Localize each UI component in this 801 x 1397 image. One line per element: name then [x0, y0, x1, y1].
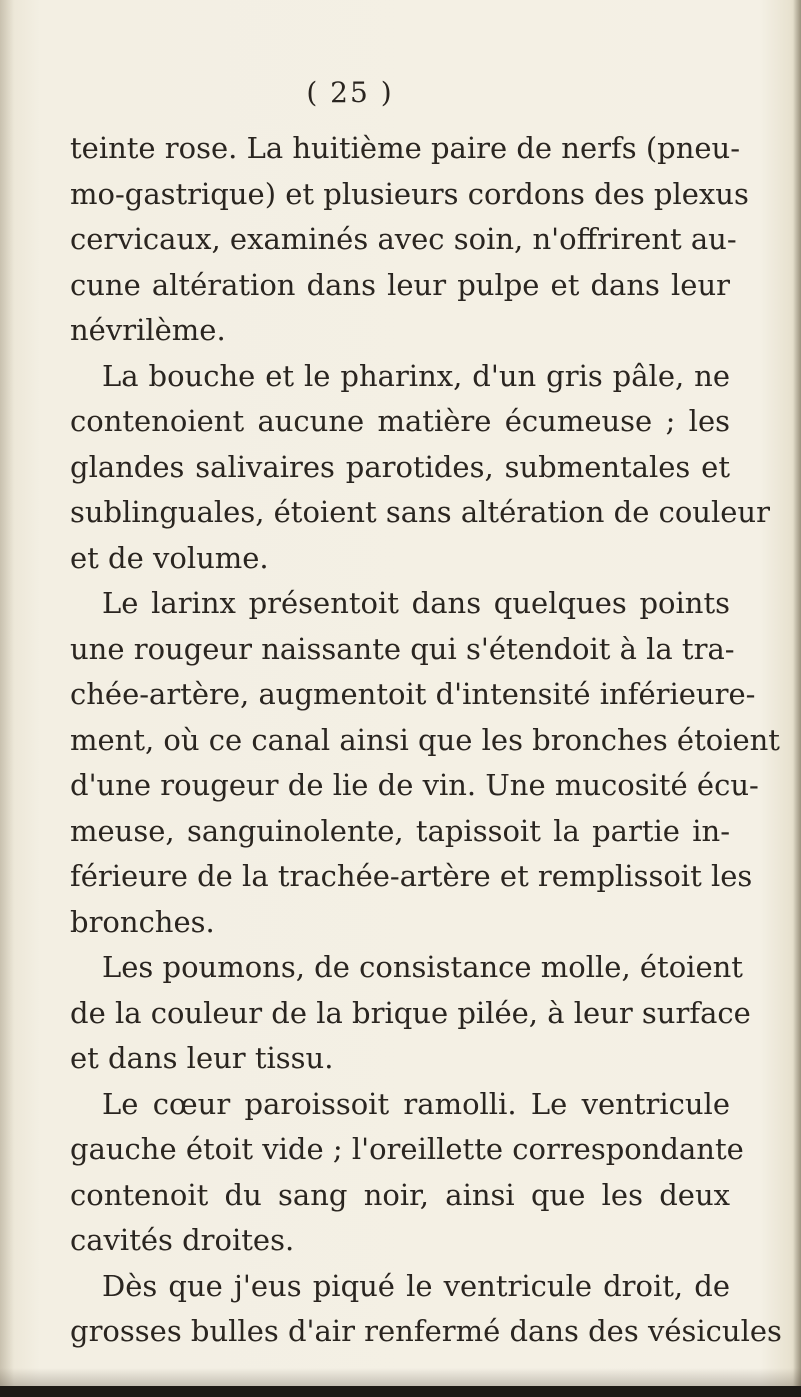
text-line: de la couleur de la brique pilée, à leur surface	[70, 995, 751, 1030]
binding-shadow	[0, 0, 14, 1397]
text-line: gauche étoit vide ; l'oreillette correspondante	[70, 1132, 744, 1166]
text-line: ment, où ce canal ainsi que les bronches étoient	[70, 722, 780, 757]
text-line: cavités droites.	[70, 1223, 295, 1257]
text-line: cune altération dans leur pulpe et dans leur	[70, 267, 730, 302]
page-number: ( 25 )	[306, 76, 394, 109]
text-line: chée-artère, augmentoit d'intensité inférieure-	[70, 677, 756, 711]
text-line: Dès que j'eus piqué le ventricule droit, de	[102, 1268, 730, 1303]
text-line: meuse, sanguinolente, tapissoit la partie in-	[70, 813, 730, 848]
page-edge	[793, 0, 801, 1397]
scan-bottom-border	[0, 1386, 801, 1397]
text-line: contenoient aucune matière écumeuse ; les	[70, 404, 730, 438]
text-line: teinte rose. La huitième paire de nerfs (pneu-	[70, 131, 741, 165]
text-line: bronches.	[70, 904, 215, 939]
bottom-shade	[0, 1368, 801, 1386]
text-line: sublinguales, étoient sans altération de couleur	[70, 495, 770, 529]
text-line: mo-gastrique) et plusieurs cordons des plexus	[70, 176, 749, 211]
text-line: grosses bulles d'air renfermé dans des vésicules	[70, 1314, 782, 1348]
text-line: contenoit du sang noir, ainsi que les deux	[70, 1177, 730, 1212]
text-line: La bouche et le pharinx, d'un gris pâle, ne	[102, 358, 730, 393]
text-line: d'une rougeur de lie de vin. Une mucosité écu-	[70, 768, 759, 802]
text-line: Le cœur paroissoit ramolli. Le ventricule	[102, 1086, 730, 1121]
text-line: cervicaux, examinés avec soin, n'offrirent au-	[70, 222, 737, 256]
text-line: et dans leur tissu.	[70, 1041, 334, 1075]
page-body	[70, 126, 782, 1355]
text-line: et de volume.	[70, 540, 269, 575]
text-line: névrilème.	[70, 313, 226, 347]
text-line: férieure de la trachée-artère et remplissoit les	[70, 859, 753, 893]
text-line: glandes salivaires parotides, submentales et	[70, 449, 730, 484]
text-line: Le larinx présentoit dans quelques points	[102, 586, 730, 620]
text-line: Les poumons, de consistance molle, étoient	[102, 950, 743, 984]
text-line: une rougeur naissante qui s'étendoit à la tra-	[70, 631, 735, 666]
